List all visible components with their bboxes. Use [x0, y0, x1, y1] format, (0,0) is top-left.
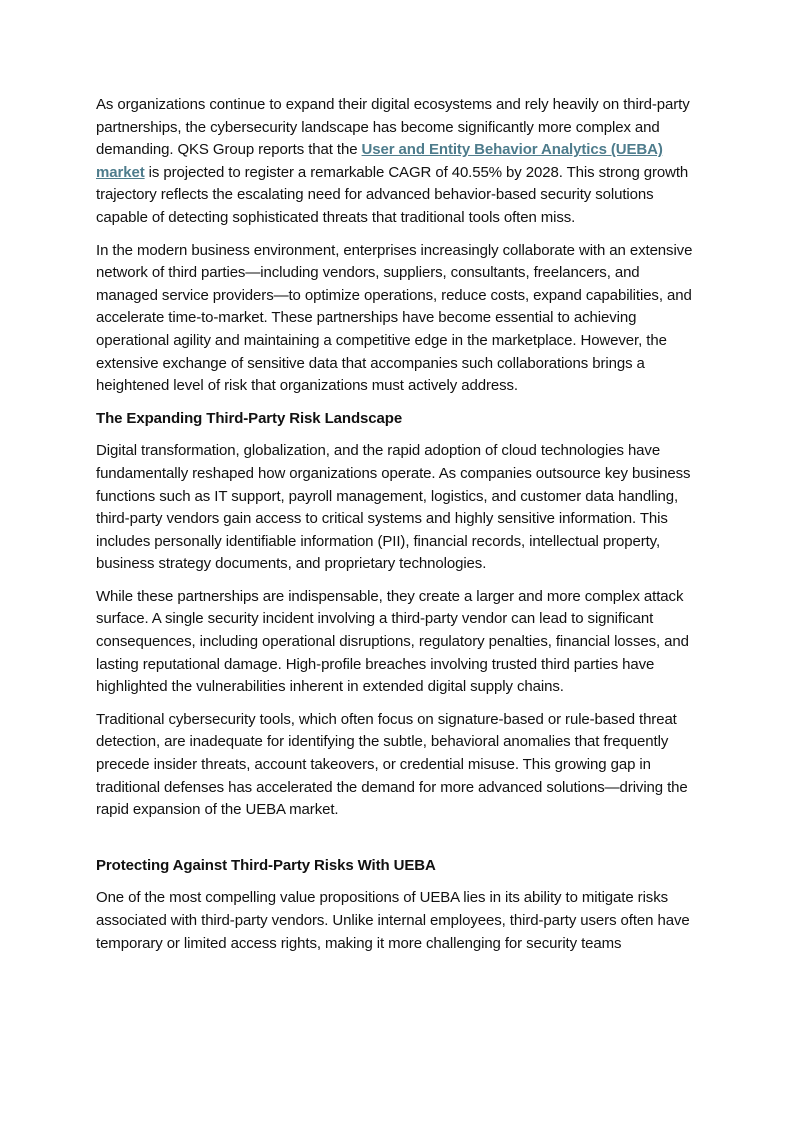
section-heading-ueba-protection: Protecting Against Third-Party Risks With UEBA — [96, 856, 436, 874]
section-heading-risk-landscape: The Expanding Third-Party Risk Landscape — [96, 409, 403, 427]
ueba-market-link[interactable]: User and Entity Behavior Analytics (UEBA) market — [96, 141, 663, 181]
risk-landscape-paragraph-3: Traditional cybersecurity tools, which often focus on signature-based or rule-based threat detection, are inadequate for identifying the subtle, behavioral anomalies that frequently precede insider threats, account takeovers, or credential misuse. This growing gap in traditional defenses has accelerated the demand for more advanced solutions—driving the rapid expansion of the UEBA market. — [96, 710, 688, 819]
intro-paragraph — [96, 94, 700, 230]
business-environment-paragraph: In the modern business environment, enterprises increasingly collaborate with an extensive network of third parties—including vendors, suppliers, consultants, freelancers, and managed service providers—to optimize operations, reduce costs, expand capabilities, and accelerate time-to-market. These partnerships have become essential to achieving operational agility and maintaining a competitive edge in the marketplace. However, the extensive exchange of sensitive data that accompanies such collaborations brings a heightened level of risk that organizations must actively address. — [96, 241, 693, 395]
ueba-protection-paragraph-1: One of the most compelling value propositions of UEBA lies in its ability to mitigate risks associated with third-party vendors. Unlike internal employees, third-party users often have temporary or limited access rights, making it more challenging for security teams — [96, 889, 690, 952]
intro-text-after-link: is projected to register a remarkable CAGR of 40.55% by 2028. This strong growth trajectory reflects the escalating need for advanced behavior-based security solutions capable of detecting sophisticated threats that traditional tools often miss. — [96, 163, 689, 226]
intro-text-before-link: As organizations continue to expand their digital ecosystems and rely heavily on third-party partnerships, the cybersecurity landscape has become significantly more complex and demanding. QKS Group reports that the — [96, 96, 690, 159]
risk-landscape-paragraph-2: While these partnerships are indispensable, they create a larger and more complex attack surface. A single security incident involving a third-party vendor can lead to significant consequences, including operational disruptions, regulatory penalties, financial losses, and lasting reputational damage. High-profile breaches involving trusted third parties have highlighted the vulnerabilities inherent in extended digital supply chains. — [96, 587, 689, 696]
document-page — [96, 94, 700, 965]
risk-landscape-paragraph-1: Digital transformation, globalization, and the rapid adoption of cloud technologies have fundamentally reshaped how organizations operate. As companies outsource key business functions such as IT support, payroll management, logistics, and customer data handling, third-party vendors gain access to critical systems and highly sensitive information. This includes personally identifiable information (PII), financial records, intellectual property, business strategy documents, and proprietary technologies. — [96, 442, 691, 573]
